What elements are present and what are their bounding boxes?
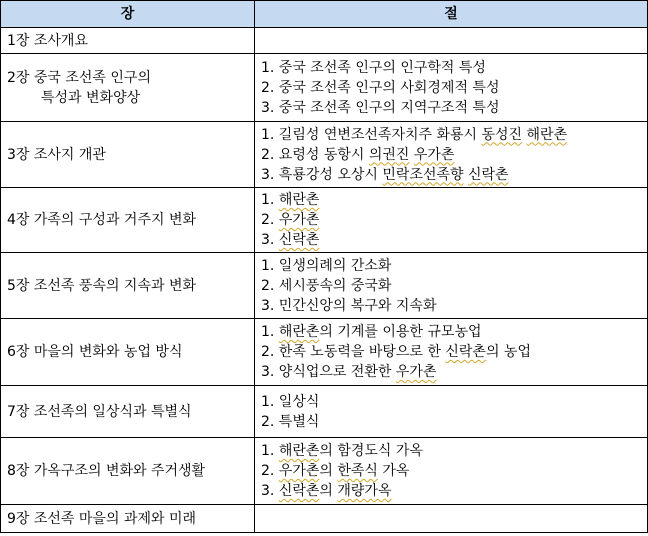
chapter-title: 7장 조선족의 일상식과 특별식 bbox=[7, 403, 192, 420]
section-item: 2. 요령성 동항시 의권진 우가촌 bbox=[261, 146, 455, 163]
section-item: 2. 중국 조선족 인구의 사회경제적 특성 bbox=[261, 79, 500, 96]
table-row bbox=[1, 122, 648, 188]
section-cell bbox=[255, 253, 648, 319]
section-item: 1. 중국 조선족 인구의 인구학적 특성 bbox=[261, 59, 486, 76]
chapter-title: 1장 조사개요 bbox=[7, 32, 88, 49]
chapter-cell bbox=[1, 54, 255, 122]
table-body bbox=[1, 28, 648, 533]
section-list bbox=[261, 125, 643, 185]
section-cell bbox=[255, 505, 648, 533]
section-cell bbox=[255, 319, 648, 386]
section-item: 1. 해란촌 bbox=[261, 192, 320, 208]
chapter-cell bbox=[1, 122, 255, 188]
chapter-cell bbox=[1, 319, 255, 386]
chapter-cell bbox=[1, 188, 255, 253]
section-item: 1. 해란촌의 기계를 이용한 규모농업 bbox=[261, 324, 482, 340]
chapter-title: 3장 조사지 개관 bbox=[7, 146, 106, 163]
chapter-title: 특성과 변화양상 bbox=[41, 89, 141, 106]
section-cell bbox=[255, 188, 648, 253]
section-list bbox=[261, 190, 643, 250]
section-item: 3. 양식업으로 전환한 우가촌 bbox=[261, 364, 437, 380]
section-cell bbox=[255, 54, 648, 122]
section-item: 3. 흑룡강성 오상시 민락조선족향 신락촌 bbox=[261, 166, 509, 183]
section-list bbox=[261, 441, 643, 501]
chapter-title: 6장 마을의 변화와 농업 방식 bbox=[7, 344, 183, 360]
section-item: 1. 일생의례의 간소화 bbox=[261, 257, 392, 274]
header-section: 절 bbox=[255, 1, 648, 28]
section-list bbox=[261, 392, 643, 432]
table-row bbox=[1, 188, 648, 253]
table-row bbox=[1, 386, 648, 438]
chapter-title: 5장 조선족 풍속의 지속과 변화 bbox=[7, 277, 196, 294]
section-item: 3. 신락촌의 개량가옥 bbox=[261, 483, 392, 499]
chapter-cell bbox=[1, 253, 255, 319]
chapter-title: 4장 가족의 구성과 거주지 변화 bbox=[7, 212, 196, 228]
section-cell bbox=[255, 122, 648, 188]
section-list bbox=[261, 256, 643, 316]
section-cell bbox=[255, 386, 648, 438]
section-item: 1. 일상식 bbox=[261, 393, 320, 410]
section-item: 2. 우가촌의 한족식 가옥 bbox=[261, 463, 410, 479]
chapter-cell bbox=[1, 505, 255, 533]
table-row bbox=[1, 28, 648, 54]
chapter-cell bbox=[1, 438, 255, 505]
header-chapter: 장 bbox=[1, 1, 255, 28]
section-cell bbox=[255, 438, 648, 505]
chapter-cell bbox=[1, 28, 255, 54]
table-row bbox=[1, 253, 648, 319]
section-item: 3. 민간신앙의 복구와 지속화 bbox=[261, 297, 437, 314]
chapter-cell bbox=[1, 386, 255, 438]
table-row bbox=[1, 54, 648, 122]
section-item: 1. 해란촌의 함경도식 가옥 bbox=[261, 443, 423, 459]
section-cell bbox=[255, 28, 648, 54]
section-list bbox=[261, 58, 643, 118]
section-item: 1. 길림성 연변조선족자치주 화룡시 동성진 해란촌 bbox=[261, 126, 568, 143]
section-item: 3. 신락촌 bbox=[261, 232, 320, 248]
section-item: 2. 한족 노동력을 바탕으로 한 신락촌의 농업 bbox=[261, 344, 531, 360]
chapter-title: 2장 중국 조선족 인구의 bbox=[7, 69, 151, 86]
chapter-title: 8장 가옥구조의 변화와 주거생활 bbox=[7, 463, 206, 479]
table-row bbox=[1, 438, 648, 505]
section-item: 3. 중국 조선족 인구의 지역구조적 특성 bbox=[261, 99, 500, 116]
section-item: 2. 특별식 bbox=[261, 413, 320, 430]
table-header-row bbox=[1, 1, 648, 28]
chapter-title: 9장 조선족 마을의 과제와 미래 bbox=[7, 510, 196, 527]
section-item: 2. 우가촌 bbox=[261, 212, 320, 228]
table-row bbox=[1, 319, 648, 386]
section-item: 2. 세시풍속의 중국화 bbox=[261, 277, 392, 294]
table-row bbox=[1, 505, 648, 533]
section-list bbox=[261, 322, 643, 382]
